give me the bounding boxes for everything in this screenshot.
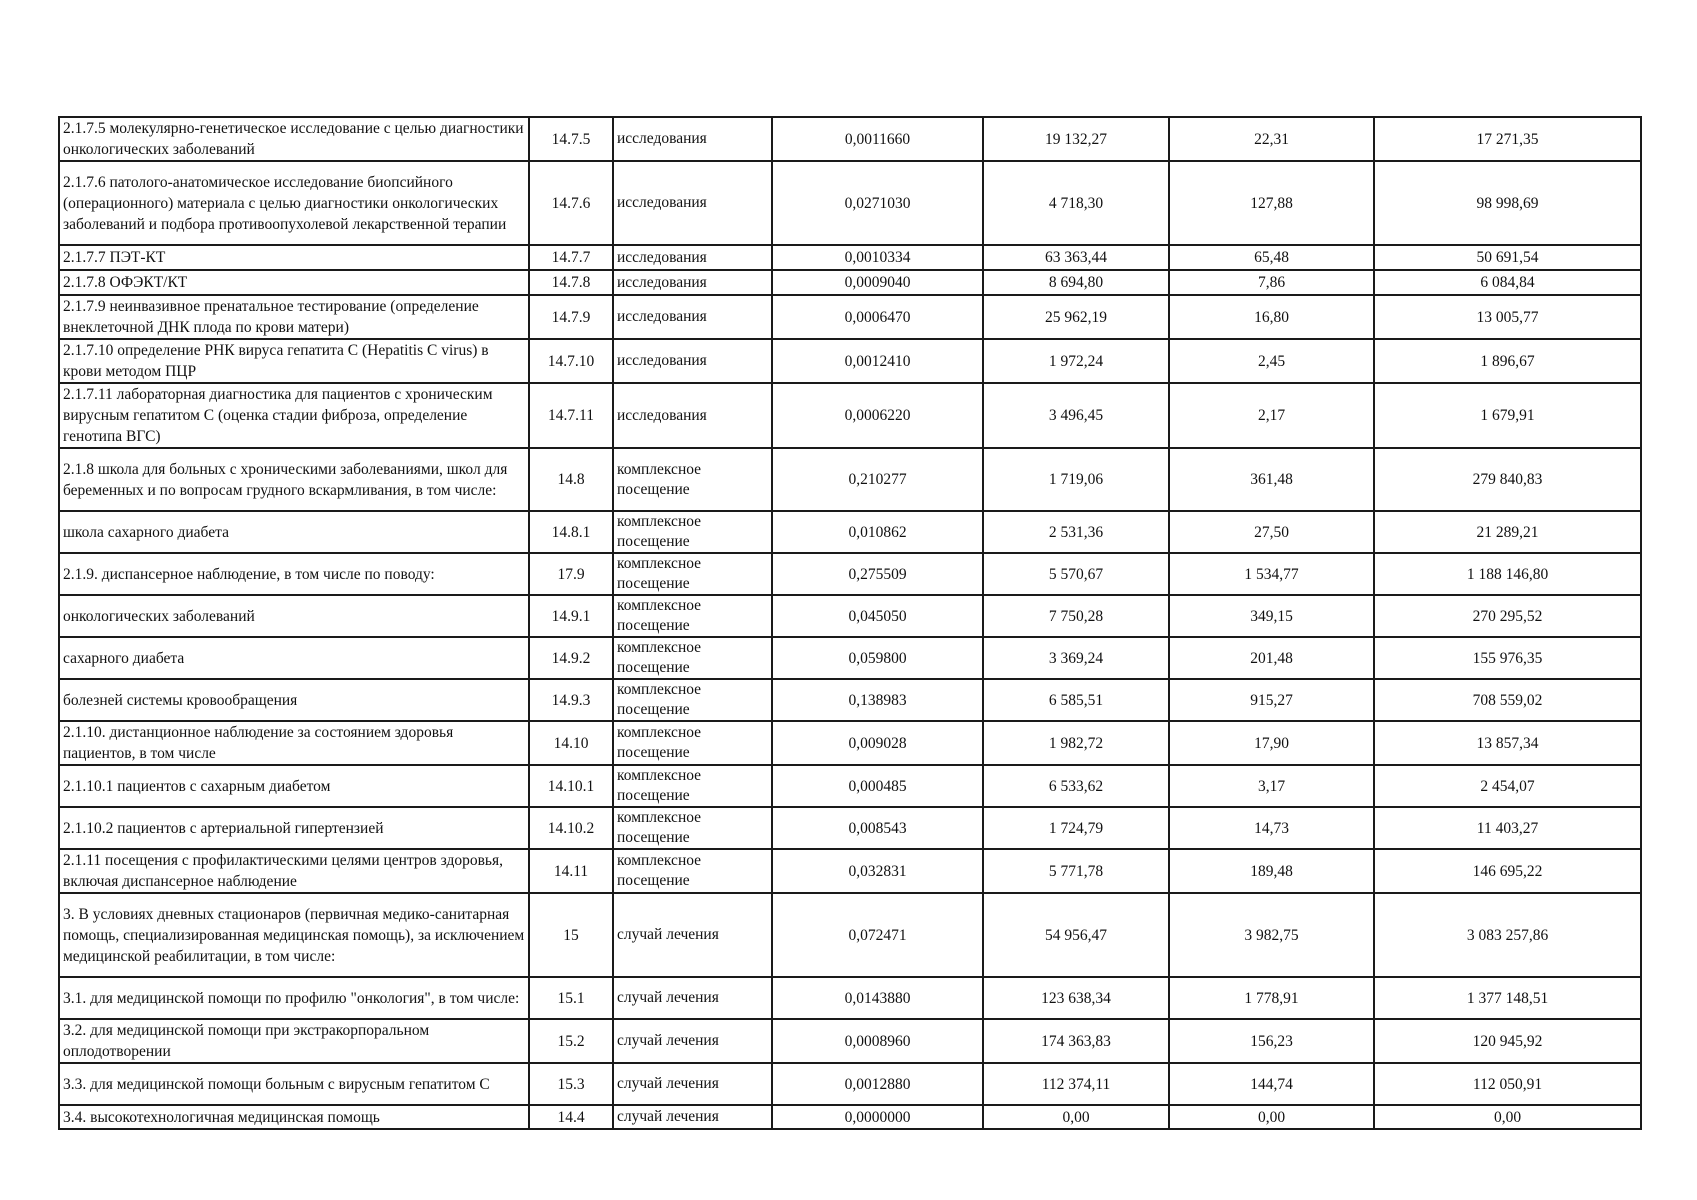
row-name-cell: 2.1.9. диспансерное наблюдение, в том числе по поводу:: [59, 553, 529, 595]
row-cost-cell: 3 369,24: [983, 637, 1169, 679]
row-per-capita-cell: 14,73: [1169, 807, 1374, 849]
row-total-cell: 21 289,21: [1374, 511, 1641, 553]
row-code-cell: 15: [529, 893, 613, 977]
row-unit-cell: случай лечения: [613, 893, 772, 977]
row-name-cell: 2.1.7.9 неинвазивное пренатальное тестирование (определение внеклеточной ДНК плода по крови матери): [59, 295, 529, 339]
row-norm-cell: 0,000485: [772, 765, 983, 807]
row-code-cell: 14.9.2: [529, 637, 613, 679]
row-norm-cell: 0,0008960: [772, 1019, 983, 1063]
row-total-cell: 279 840,83: [1374, 448, 1641, 511]
row-total-cell: 0,00: [1374, 1105, 1641, 1129]
table-row: [59, 511, 1641, 553]
row-code-cell: 14.8: [529, 448, 613, 511]
row-code-cell: 14.8.1: [529, 511, 613, 553]
row-code-cell: 14.10: [529, 721, 613, 765]
row-norm-cell: 0,0012880: [772, 1063, 983, 1105]
row-code-cell: 14.7.7: [529, 245, 613, 270]
row-total-cell: 3 083 257,86: [1374, 893, 1641, 977]
row-norm-cell: 0,0009040: [772, 270, 983, 295]
row-per-capita-cell: 0,00: [1169, 1105, 1374, 1129]
row-cost-cell: 3 496,45: [983, 383, 1169, 448]
row-name-cell: онкологических заболеваний: [59, 595, 529, 637]
row-norm-cell: 0,008543: [772, 807, 983, 849]
row-cost-cell: 2 531,36: [983, 511, 1169, 553]
table-row: [59, 295, 1641, 339]
row-unit-cell: исследования: [613, 383, 772, 448]
row-code-cell: 17.9: [529, 553, 613, 595]
row-norm-cell: 0,045050: [772, 595, 983, 637]
row-total-cell: 270 295,52: [1374, 595, 1641, 637]
row-code-cell: 15.2: [529, 1019, 613, 1063]
row-cost-cell: 7 750,28: [983, 595, 1169, 637]
row-per-capita-cell: 16,80: [1169, 295, 1374, 339]
row-cost-cell: 4 718,30: [983, 161, 1169, 245]
row-cost-cell: 5 570,67: [983, 553, 1169, 595]
row-total-cell: 2 454,07: [1374, 765, 1641, 807]
table-row: [59, 893, 1641, 977]
row-name-cell: 2.1.7.11 лабораторная диагностика для пациентов с хроническим вирусным гепатитом С (оценка стадии фиброза, определение генотипа ВГС): [59, 383, 529, 448]
row-cost-cell: 1 972,24: [983, 339, 1169, 383]
table-row: [59, 595, 1641, 637]
row-total-cell: 6 084,84: [1374, 270, 1641, 295]
row-norm-cell: 0,0010334: [772, 245, 983, 270]
row-cost-cell: 112 374,11: [983, 1063, 1169, 1105]
row-name-cell: 2.1.7.8 ОФЭКТ/КТ: [59, 270, 529, 295]
row-cost-cell: 25 962,19: [983, 295, 1169, 339]
row-unit-cell: исследования: [613, 245, 772, 270]
table-row: [59, 807, 1641, 849]
table-row: [59, 245, 1641, 270]
row-unit-cell: комплексное посещение: [613, 721, 772, 765]
row-total-cell: 13 005,77: [1374, 295, 1641, 339]
row-unit-cell: исследования: [613, 270, 772, 295]
row-per-capita-cell: 3 982,75: [1169, 893, 1374, 977]
row-per-capita-cell: 2,45: [1169, 339, 1374, 383]
row-norm-cell: 0,0012410: [772, 339, 983, 383]
row-total-cell: 1 377 148,51: [1374, 977, 1641, 1019]
row-unit-cell: исследования: [613, 117, 772, 161]
table-row: [59, 1019, 1641, 1063]
row-per-capita-cell: 2,17: [1169, 383, 1374, 448]
row-name-cell: 2.1.8 школа для больных с хроническими заболеваниями, школ для беременных и по вопросам грудного вскармливания, в том числе:: [59, 448, 529, 511]
row-unit-cell: исследования: [613, 295, 772, 339]
row-norm-cell: 0,0011660: [772, 117, 983, 161]
row-unit-cell: комплексное посещение: [613, 679, 772, 721]
row-unit-cell: комплексное посещение: [613, 765, 772, 807]
row-per-capita-cell: 915,27: [1169, 679, 1374, 721]
row-code-cell: 14.7.6: [529, 161, 613, 245]
row-name-cell: сахарного диабета: [59, 637, 529, 679]
row-code-cell: 14.9.3: [529, 679, 613, 721]
table-row: [59, 765, 1641, 807]
table-row: [59, 270, 1641, 295]
row-name-cell: болезней системы кровообращения: [59, 679, 529, 721]
data-table: [58, 116, 1642, 1130]
row-name-cell: 2.1.7.5 молекулярно-генетическое исследование с целью диагностики онкологических заболеваний: [59, 117, 529, 161]
row-cost-cell: 123 638,34: [983, 977, 1169, 1019]
row-norm-cell: 0,072471: [772, 893, 983, 977]
row-norm-cell: 0,0271030: [772, 161, 983, 245]
row-per-capita-cell: 349,15: [1169, 595, 1374, 637]
row-per-capita-cell: 201,48: [1169, 637, 1374, 679]
row-unit-cell: комплексное посещение: [613, 637, 772, 679]
row-cost-cell: 54 956,47: [983, 893, 1169, 977]
row-total-cell: 13 857,34: [1374, 721, 1641, 765]
table-row: [59, 448, 1641, 511]
table-row: [59, 553, 1641, 595]
table-row: [59, 161, 1641, 245]
row-name-cell: 2.1.10.1 пациентов с сахарным диабетом: [59, 765, 529, 807]
row-unit-cell: случай лечения: [613, 1063, 772, 1105]
table-row: [59, 1105, 1641, 1129]
row-code-cell: 14.10.2: [529, 807, 613, 849]
row-code-cell: 14.7.10: [529, 339, 613, 383]
row-total-cell: 112 050,91: [1374, 1063, 1641, 1105]
row-cost-cell: 8 694,80: [983, 270, 1169, 295]
row-total-cell: 708 559,02: [1374, 679, 1641, 721]
row-name-cell: школа сахарного диабета: [59, 511, 529, 553]
row-total-cell: 1 188 146,80: [1374, 553, 1641, 595]
table-row: [59, 637, 1641, 679]
row-unit-cell: комплексное посещение: [613, 448, 772, 511]
row-norm-cell: 0,0006220: [772, 383, 983, 448]
row-name-cell: 2.1.7.10 определение РНК вируса гепатита С (Hepatitis C virus) в крови методом ПЦР: [59, 339, 529, 383]
row-code-cell: 14.9.1: [529, 595, 613, 637]
row-total-cell: 98 998,69: [1374, 161, 1641, 245]
row-name-cell: 3. В условиях дневных стационаров (первичная медико-санитарная помощь, специализированная медицинская помощь), за исключением медицинской реабилитации, в том числе:: [59, 893, 529, 977]
row-code-cell: 14.10.1: [529, 765, 613, 807]
table-row: [59, 977, 1641, 1019]
table-row: [59, 339, 1641, 383]
row-cost-cell: 1 982,72: [983, 721, 1169, 765]
row-total-cell: 1 896,67: [1374, 339, 1641, 383]
row-name-cell: 2.1.10.2 пациентов с артериальной гипертензией: [59, 807, 529, 849]
row-name-cell: 2.1.10. дистанционное наблюдение за состоянием здоровья пациентов, в том числе: [59, 721, 529, 765]
row-per-capita-cell: 1 778,91: [1169, 977, 1374, 1019]
row-cost-cell: 174 363,83: [983, 1019, 1169, 1063]
row-per-capita-cell: 3,17: [1169, 765, 1374, 807]
row-unit-cell: комплексное посещение: [613, 511, 772, 553]
row-per-capita-cell: 361,48: [1169, 448, 1374, 511]
table-row: [59, 1063, 1641, 1105]
row-norm-cell: 0,009028: [772, 721, 983, 765]
row-cost-cell: 1 719,06: [983, 448, 1169, 511]
row-cost-cell: 6 585,51: [983, 679, 1169, 721]
row-norm-cell: 0,059800: [772, 637, 983, 679]
row-unit-cell: комплексное посещение: [613, 553, 772, 595]
row-total-cell: 17 271,35: [1374, 117, 1641, 161]
row-name-cell: 3.3. для медицинской помощи больным с вирусным гепатитом С: [59, 1063, 529, 1105]
row-code-cell: 14.4: [529, 1105, 613, 1129]
row-name-cell: 3.4. высокотехнологичная медицинская помощь: [59, 1105, 529, 1129]
row-cost-cell: 63 363,44: [983, 245, 1169, 270]
row-name-cell: 3.1. для медицинской помощи по профилю "онкология", в том числе:: [59, 977, 529, 1019]
row-norm-cell: 0,138983: [772, 679, 983, 721]
row-name-cell: 2.1.11 посещения с профилактическими целями центров здоровья, включая диспансерное наблюдение: [59, 849, 529, 893]
table-row: [59, 117, 1641, 161]
row-code-cell: 14.7.5: [529, 117, 613, 161]
row-per-capita-cell: 17,90: [1169, 721, 1374, 765]
row-norm-cell: 0,275509: [772, 553, 983, 595]
row-name-cell: 2.1.7.7 ПЭТ-КТ: [59, 245, 529, 270]
row-cost-cell: 0,00: [983, 1105, 1169, 1129]
row-code-cell: 14.7.9: [529, 295, 613, 339]
row-per-capita-cell: 22,31: [1169, 117, 1374, 161]
row-norm-cell: 0,0000000: [772, 1105, 983, 1129]
row-name-cell: 2.1.7.6 патолого-анатомическое исследование биопсийного (операционного) материала с целью диагностики онкологических заболеваний и подбора противоопухолевой лекарственной терапии: [59, 161, 529, 245]
row-cost-cell: 5 771,78: [983, 849, 1169, 893]
row-per-capita-cell: 1 534,77: [1169, 553, 1374, 595]
row-unit-cell: исследования: [613, 339, 772, 383]
row-per-capita-cell: 127,88: [1169, 161, 1374, 245]
row-unit-cell: комплексное посещение: [613, 595, 772, 637]
table-row: [59, 679, 1641, 721]
row-total-cell: 155 976,35: [1374, 637, 1641, 679]
table-body: [59, 117, 1641, 1129]
row-unit-cell: случай лечения: [613, 1019, 772, 1063]
row-per-capita-cell: 144,74: [1169, 1063, 1374, 1105]
row-unit-cell: комплексное посещение: [613, 849, 772, 893]
table-row: [59, 721, 1641, 765]
row-norm-cell: 0,010862: [772, 511, 983, 553]
row-norm-cell: 0,0143880: [772, 977, 983, 1019]
row-total-cell: 1 679,91: [1374, 383, 1641, 448]
row-unit-cell: комплексное посещение: [613, 807, 772, 849]
row-code-cell: 14.11: [529, 849, 613, 893]
row-code-cell: 15.1: [529, 977, 613, 1019]
row-name-cell: 3.2. для медицинской помощи при экстракорпоральном оплодотворении: [59, 1019, 529, 1063]
table-row: [59, 849, 1641, 893]
row-per-capita-cell: 65,48: [1169, 245, 1374, 270]
row-cost-cell: 1 724,79: [983, 807, 1169, 849]
row-per-capita-cell: 189,48: [1169, 849, 1374, 893]
row-code-cell: 14.7.11: [529, 383, 613, 448]
row-norm-cell: 0,210277: [772, 448, 983, 511]
row-code-cell: 15.3: [529, 1063, 613, 1105]
row-total-cell: 120 945,92: [1374, 1019, 1641, 1063]
row-unit-cell: случай лечения: [613, 1105, 772, 1129]
row-per-capita-cell: 27,50: [1169, 511, 1374, 553]
row-per-capita-cell: 7,86: [1169, 270, 1374, 295]
row-norm-cell: 0,0006470: [772, 295, 983, 339]
row-norm-cell: 0,032831: [772, 849, 983, 893]
row-total-cell: 11 403,27: [1374, 807, 1641, 849]
row-unit-cell: случай лечения: [613, 977, 772, 1019]
row-cost-cell: 6 533,62: [983, 765, 1169, 807]
row-total-cell: 146 695,22: [1374, 849, 1641, 893]
row-unit-cell: исследования: [613, 161, 772, 245]
row-per-capita-cell: 156,23: [1169, 1019, 1374, 1063]
row-total-cell: 50 691,54: [1374, 245, 1641, 270]
row-cost-cell: 19 132,27: [983, 117, 1169, 161]
row-code-cell: 14.7.8: [529, 270, 613, 295]
table-row: [59, 383, 1641, 448]
